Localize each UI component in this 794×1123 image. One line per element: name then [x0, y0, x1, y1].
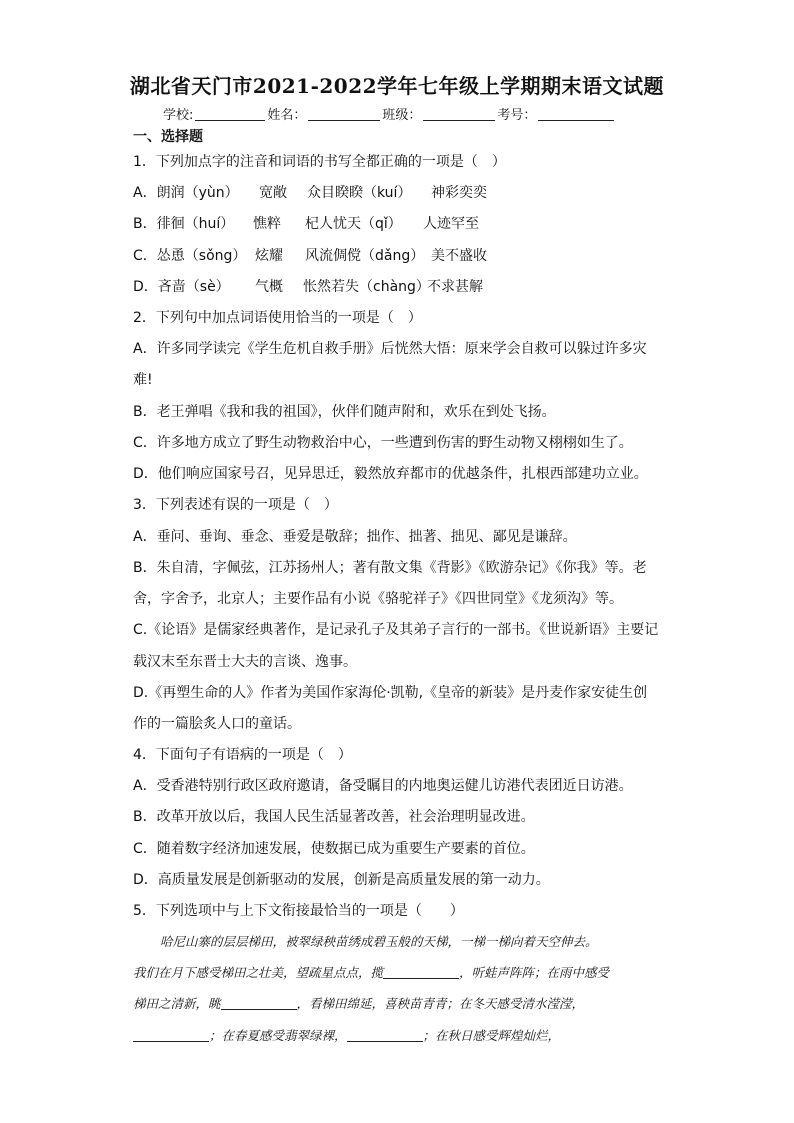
school-label: 学校:: [163, 108, 194, 123]
q2-option-a-cont: 难!: [133, 372, 153, 388]
q3-option-b-cont: 舍，字舍予，北京人；主要作品有小说《骆驼祥子》《四世同堂》《龙须沟》等。: [133, 591, 623, 607]
name-label: 姓名：: [267, 108, 307, 123]
q2-stem: 2．下列句中加点词语使用恰当的一项是（ ）: [133, 310, 422, 326]
q1-stem: 1．下列加点字的注音和词语的书写全都正确的一项是（ ）: [133, 154, 506, 170]
exam-title: 湖北省天门市2021-2022学年七年级上学期期末语文试题: [129, 74, 665, 98]
q3-option-b[interactable]: B．朱自清，字佩弦，江苏扬州人；著有散文集《背影》《欧游杂记》《你我》等。老: [133, 560, 647, 576]
q4-option-a[interactable]: A．受香港特别行政区政府邀请，备受瞩目的内地奥运健儿访港代表团近日访港。: [133, 778, 633, 794]
q2-option-c[interactable]: C．许多地方成立了野生动物救治中心，一些遭到伤害的野生动物又栩栩如生了。: [133, 435, 633, 451]
q4-option-b[interactable]: B．改革开放以后，我国人民生活显著改善，社会治理明显改进。: [133, 809, 535, 825]
q2-option-d[interactable]: D．他们响应国家号召，见异思迁，毅然放弃都市的优越条件，扎根西部建功立业。: [133, 466, 648, 482]
q5-blank-2[interactable]: [221, 998, 297, 1010]
q5-passage-line-1: 哈尼山寨的层层梯田，被翠绿秧苗绣成碧玉般的天梯，一梯一梯向着天空伸去。: [160, 934, 598, 949]
name-blank[interactable]: [308, 108, 380, 121]
exam-no-blank[interactable]: [538, 108, 614, 121]
q5-passage-line-4: ；在春夏感受翡翠绿裸， ；在秋日感受辉煌灿烂，: [133, 1026, 560, 1044]
school-blank[interactable]: [195, 108, 265, 121]
q5-passage-line-2: 我们在月下感受梯田之壮美，望疏星点点，揽 ，听蛙声阵阵；在雨中感受: [133, 965, 610, 980]
q1-option-d[interactable]: D．吝啬（sè） 气概 怅然若失（chàng）不求甚解: [133, 279, 483, 295]
q2-option-a[interactable]: A．许多同学读完《学生危机自救手册》后恍然大悟：原来学会自救可以躲过许多灾: [133, 341, 647, 357]
student-info-line: [163, 104, 616, 123]
q4-option-c[interactable]: C．随着数字经济加速发展，使数据已成为重要生产要素的首位。: [133, 841, 535, 857]
q1-option-c[interactable]: C．怂恿（sǒng） 炫耀 风流倜傥（dǎng） 美不盛收: [133, 248, 487, 264]
q5-blank-4[interactable]: [347, 1030, 423, 1042]
q5-stem: 5．下列选项中与上下文衔接最恰当的一项是（ ）: [133, 903, 464, 919]
q3-option-c-cont: 载汉末至东晋士大夫的言谈、逸事。: [133, 654, 357, 670]
q3-option-d-cont: 作的一篇脍炙人口的童话。: [133, 716, 301, 732]
q5-blank-3[interactable]: [133, 1030, 209, 1042]
exam-no-label: 考号：: [497, 108, 537, 123]
q1-option-a[interactable]: A．朗润（yùn） 宽敞 众目睽睽（kuí） 神彩奕奕: [133, 185, 487, 201]
q4-option-d[interactable]: D．高质量发展是创新驱动的发展，创新是高质量发展的第一动力。: [133, 872, 550, 888]
class-label: 班级：: [382, 108, 422, 123]
q4-stem: 4．下面句子有语病的一项是（ ）: [133, 747, 352, 763]
section-heading: 一、选择题: [133, 129, 203, 145]
q3-option-c[interactable]: C.《论语》是儒家经典著作，是记录孔子及其弟子言行的一部书。《世说新语》主要记: [133, 622, 659, 638]
q2-option-b[interactable]: B．老王弹唱《我和我的祖国》，伙伴们随声附和，欢乐在到处飞扬。: [133, 404, 556, 420]
q1-option-b[interactable]: B．徘徊（huí） 憔粹 杞人忧天（qǐ） 人迹罕至: [133, 216, 479, 232]
class-blank[interactable]: [423, 108, 495, 121]
q3-stem: 3．下列表述有误的一项是（ ）: [133, 497, 338, 513]
q5-passage-line-3: 梯田之清新，眺 ，看梯田绵延，喜秧苗青青；在冬天感受清水滢滢，: [133, 996, 585, 1011]
q3-option-a[interactable]: A．垂问、垂询、垂念、垂爱是敬辞；拙作、拙著、拙见、鄙见是谦辞。: [133, 529, 577, 545]
q3-option-d[interactable]: D.《再塑生命的人》作者为美国作家海伦·凯勒,《皇帝的新装》是丹麦作家安徒生创: [133, 685, 648, 701]
q5-blank-1[interactable]: [383, 967, 459, 979]
